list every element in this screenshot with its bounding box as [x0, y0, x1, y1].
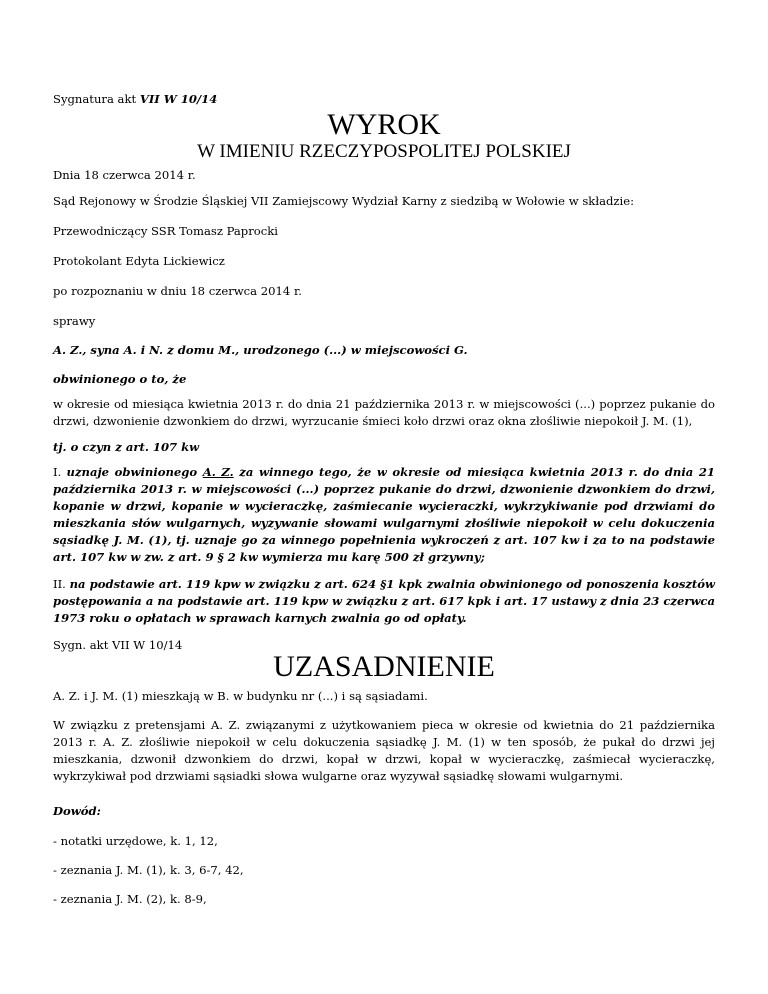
accused-heading: obwinionego o to, że [53, 372, 187, 386]
date-line: Dnia 18 czerwca 2014 r. [53, 168, 196, 182]
presiding-judge: Przewodniczący SSR Tomasz Paprocki [53, 224, 278, 238]
defendant-line: A. Z., syna A. i N. z domu M., urodzonego (...) w miejscowości G. [53, 343, 468, 357]
charge-text: w okresie od miesiąca kwietnia 2013 r. do dnia 21 października 2013 r. w miejscowości (...) poprzez pukanie do drzwi, dzwonienie dzwonkiem do drzwi, wyrzucanie śmieci koło drzwi oraz okna złośliwie niepokoił J. M. (1), [53, 397, 715, 428]
case-number: Sygn. akt VII W 10/14 [53, 638, 183, 652]
ruling-2 [53, 576, 715, 627]
court-clerk: Protokolant Edyta Lickiewicz [53, 254, 225, 268]
evidence-item: - zeznania J. M. (2), k. 8-9, [53, 892, 207, 906]
evidence-heading: Dowód: [53, 804, 101, 818]
signature-label: Sygnatura akt [53, 92, 140, 106]
ruling-2-text: na podstawie art. 119 kpw w związku z art. 624 §1 kpk zwalnia obwinionego od ponoszenia kosztów postępowania a na podstawie art. 119 kpw w związku z art. 617 kpk i art. 17 ustawy z dnia 23 czerwca 1973 roku o opłatach w sprawach karnych zwalnia go od opłaty. [53, 577, 715, 625]
justification-paragraph-2: W związku z pretensjami A. Z. związanymi z użytkowaniem pieca w okresie od kwietnia do 21 października 2013 r. A. Z. złośliwie niepokoił w celu dokuczenia sąsiadkę J. M. (1) w ten sposób, że pukał do drzwi jej mieszkania, dzwonił dzwonkiem do drzwi, kopał w drzwi, kopał w wycieraczkę, zaśmiecał wycieraczkę, wykrzykiwał pod drzwiami sąsiadki słowa wulgarne oraz wyzywał sąsiadkę słowami wulgarnymi. [53, 718, 715, 783]
ruling-1-lead: uznaje obwinionego [66, 465, 203, 479]
signature-line [53, 91, 217, 108]
signature-value: VII W 10/14 [139, 92, 218, 106]
document-title: WYROK [327, 108, 441, 141]
court-line: Sąd Rejonowy w Środzie Śląskiej VII Zamiejscowy Wydział Karny z siedzibą w Wołowie w składzie: [53, 194, 634, 208]
document-subtitle: W IMIENIU RZECZYPOSPOLITEJ POLSKIEJ [197, 141, 571, 162]
evidence-item: - zeznania J. M. (1), k. 3, 6-7, 42, [53, 863, 244, 877]
ruling-1 [53, 464, 715, 566]
hearing-date: po rozpoznaniu w dniu 18 czerwca 2014 r. [53, 284, 302, 298]
ruling-2-numeral: II. [53, 577, 70, 591]
ruling-1-numeral: I. [53, 465, 67, 479]
ruling-1-rest: za winnego tego, że w okresie od miesiąca kwietnia 2013 r. do dnia 21 października 2013 r. w miejscowości (...) poprzez pukanie do drzwi, dzwonienie dzwonkiem do drzwi, kopanie w drzwi, kopanie w wycieraczkę, zaśmiecanie wycieraczki, wykrzykiwanie pod drzwiami do mieszkania słów wulgarnych, wyzywanie słowami wulgarnymi złośliwie niepokoił w celu dokuczenia sąsiadkę J. M. (1), tj. uznaje go za winnego popełnienia wykroczeń z art. 107 kw i za to na podstawie art. 107 kw w zw. z art. 9 § 2 kw wymierza mu karę 500 zł grzywny; [53, 465, 715, 564]
article-line: tj. o czyn z art. 107 kw [53, 440, 200, 454]
ruling-1-name: A. Z. [202, 465, 234, 479]
justification-title: UZASADNIENIE [273, 650, 495, 683]
case-word: sprawy [53, 314, 96, 328]
justification-paragraph-1: A. Z. i J. M. (1) mieszkają w B. w budynku nr (...) i są sąsiadami. [53, 689, 428, 703]
evidence-item: - notatki urzędowe, k. 1, 12, [53, 834, 218, 848]
